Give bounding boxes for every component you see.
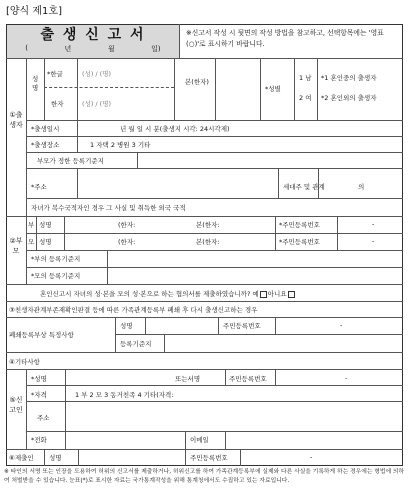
householder-label: 세대주 및 관계 — [283, 183, 325, 191]
father-hanja[interactable]: (한자: — [118, 221, 136, 229]
section-parents: ②부모 — [9, 237, 23, 255]
closed-reg-label: 폐쇄등록부상 특정사항 — [9, 331, 74, 339]
address-label: *주소 — [31, 183, 47, 191]
report-date[interactable] — [7, 44, 179, 54]
mother-bon[interactable]: 본(한자: — [196, 238, 220, 246]
birth-date-input[interactable]: 년 월 일 시 분(출생지 시각: 24시각제) — [120, 125, 230, 133]
hanja-label: 한자 — [51, 100, 64, 108]
father-bon[interactable]: 본(한자: — [196, 221, 220, 229]
surname-agreement[interactable] — [40, 289, 296, 298]
hangul-label: *한글 — [47, 70, 63, 78]
birth-place-label: *출생장소 — [31, 141, 60, 149]
submitter-name-label: 성명 — [49, 454, 62, 462]
reporter-sign[interactable]: 또는서명 — [175, 375, 201, 383]
form-label: [양식 제1호] — [6, 6, 62, 17]
section-submitter: ⑥제출인 — [9, 454, 34, 462]
mother-regbase-label: *모의 등록기준지 — [31, 272, 81, 280]
father-name-label: 성명 — [39, 221, 52, 229]
reporter-qual-label: *자격 — [31, 391, 47, 399]
multi-nationality-label: 자녀가 복수국적자인 경우 그 사실 및 취득한 외국 국적 — [31, 204, 186, 212]
reporter-rrn-input[interactable]: - — [345, 374, 348, 382]
sex-female[interactable]: 2 여 — [299, 94, 312, 102]
agreement-yes-checkbox[interactable] — [260, 291, 267, 298]
closed-rrn-input[interactable]: - — [340, 321, 343, 329]
reporter-rrn-label: 주민등록번호 — [229, 375, 267, 383]
mother-name-label: 성명 — [39, 238, 52, 246]
father-rrn-label: *주민등록번호 — [279, 221, 320, 229]
section-birth-person: ①출생자 — [9, 111, 23, 129]
closed-rrn-label: 주민등록번호 — [223, 322, 261, 330]
birth-date-label: *출생일시 — [31, 125, 60, 133]
section-reregistration: ③친생자관계부존재확인판결 등에 따른 가족관계등록부 폐쇄 후 다시 출생신고하는 경우 — [9, 306, 258, 314]
submitter-rrn-label: 주민등록번호 — [190, 454, 228, 462]
form-title: 출 생 신 고 서 — [40, 27, 146, 43]
date-day: 일) — [151, 45, 161, 53]
birth-place-input[interactable]: 1 자택 2 병원 3 기타 — [90, 141, 151, 149]
footer-warning: ※ 타인의 서명 또는 인장을 도용하여 허위의 신고서를 제출하거나, 허위신고를 하여 가족관계등록부에 실제와 다른 사실을 기록하게 하는 경우에는 형법에 의하여 처벌받을 수 있습니다. 눈표(*)로 표시한 자료는 국가통계작성을 위해 통계청에서도 수집하고 있는 자료입니다. — [4, 469, 405, 484]
agreement-question: 혼인신고시 자녀의 성·본을 모의 성·본으로 하는 협의서를 제출하였습니까? 예 — [40, 290, 259, 298]
reporter-email-label: 이메일 — [190, 436, 209, 444]
name-label: 성명 — [32, 75, 39, 92]
notice-text: ※신고서 작성 시 뒷면의 작성 방법을 참고하고, 선택항목에는 '영표(○)'로 표시하기 바랍니다. — [186, 29, 384, 48]
householder-of: 의 — [358, 183, 365, 191]
sex-label: *성별 — [265, 85, 281, 93]
agreement-no-label: 아니요 — [267, 290, 287, 298]
marriage-out[interactable]: *2 혼인외의 출생자 — [321, 94, 377, 102]
mother-hanja[interactable]: (한자: — [118, 238, 136, 246]
reporter-phone-label: *전화 — [31, 436, 47, 444]
mother-label: 모 — [28, 238, 35, 246]
mother-rrn-input[interactable]: - — [372, 237, 375, 245]
hanja-input[interactable]: (성) / (명) — [82, 100, 112, 108]
father-label: 부 — [28, 221, 35, 229]
hangul-input[interactable]: (성) / (명) — [82, 70, 112, 78]
reporter-address-label: 주소 — [37, 414, 50, 422]
parent-regbase-label: 부모가 정한 등록기준지 — [37, 157, 104, 165]
reporter-qual-options[interactable]: 1 부 2 모 3 동거친족 4 기타(자격: — [75, 391, 174, 399]
mother-rrn-label: *주민등록번호 — [279, 238, 320, 246]
agreement-no-checkbox[interactable] — [288, 291, 295, 298]
sex-male[interactable]: 1 남 — [299, 74, 312, 82]
bon-label: 본(한자) — [185, 78, 209, 86]
marriage-in[interactable]: *1 혼인중의 출생자 — [321, 74, 377, 82]
submitter-rrn-input[interactable]: - — [310, 453, 313, 461]
closed-regbase-label: 등록기준지 — [120, 340, 152, 348]
reporter-name-label: *성명 — [31, 375, 47, 383]
father-regbase-label: *부의 등록기준지 — [31, 255, 81, 263]
section-reporter: ⑤신고인 — [9, 396, 23, 414]
father-rrn-input[interactable]: - — [372, 220, 375, 228]
section-other: ④기타사항 — [9, 358, 40, 366]
date-open: ( — [25, 44, 28, 52]
date-month: 월 — [107, 45, 115, 53]
date-year: 년 — [64, 45, 72, 53]
closed-name-label: 성명 — [120, 322, 133, 330]
